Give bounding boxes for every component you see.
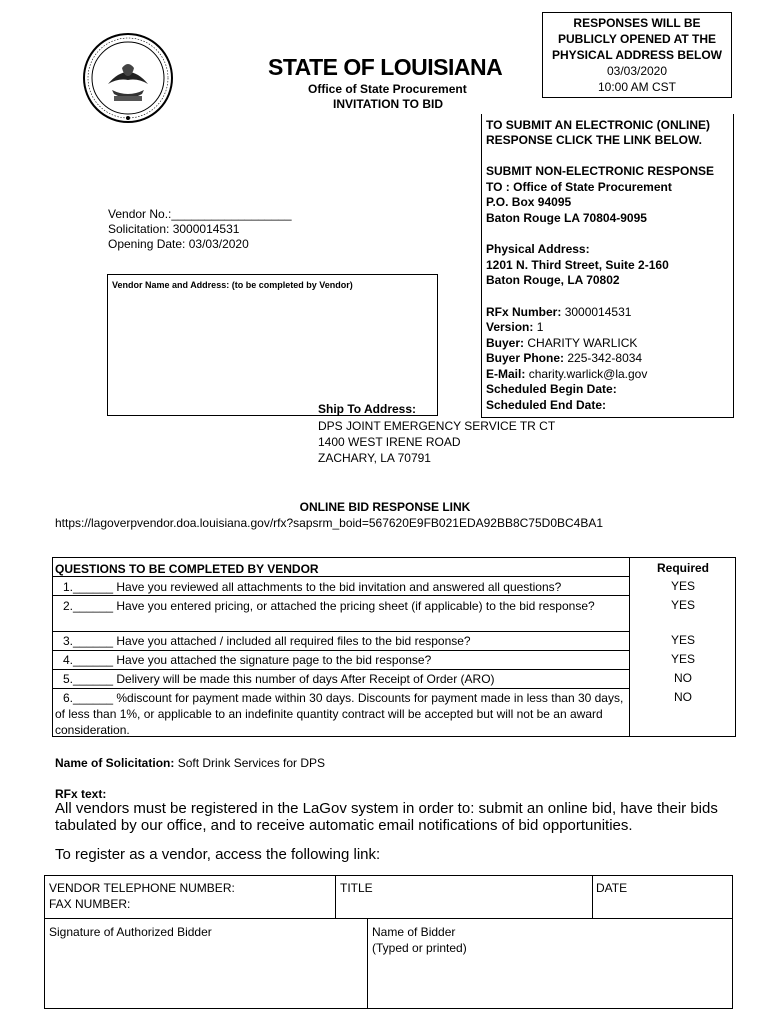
- online-bid-link[interactable]: https://lagoverpvendor.doa.louisiana.gov/rfx?sapsrm_boid=567620E9FB021EDA92BB8C75D0BC4BA1: [55, 516, 604, 530]
- row-divider: [45, 918, 732, 919]
- question-3-required: YES: [670, 633, 695, 647]
- bidder-name-label[interactable]: Name of Bidder: [372, 925, 456, 939]
- rfx-phone-value: 225-342-8034: [567, 351, 643, 365]
- opening-date-line: Opening Date: 03/03/2020: [108, 237, 249, 251]
- vendor-name-address-box[interactable]: [107, 274, 438, 416]
- rfx-buyer-label: Buyer:: [486, 336, 525, 350]
- rfx-text-body: All vendors must be registered in the LaGov system in order to: submit an online bid, have their bids tabulated by our office, and to receive automatic email notifications of bid opportunities.: [55, 800, 718, 834]
- rfx-buyer-phone: [486, 351, 642, 366]
- row-divider: [53, 669, 629, 670]
- vendor-box-label: Vendor Name and Address: (to be completed by Vendor): [112, 280, 353, 290]
- solicitation-name-label: Name of Solicitation:: [55, 756, 175, 770]
- nonelectronic-line-2: TO : Office of State Procurement: [486, 180, 672, 194]
- question-2-required: YES: [670, 598, 695, 612]
- ship-to-line-2: 1400 WEST IRENE ROAD: [318, 435, 461, 449]
- solicitation-name-value: Soft Drink Services for DPS: [177, 756, 326, 770]
- row-divider: [53, 631, 629, 632]
- document-type: INVITATION TO BID: [333, 97, 443, 111]
- signature-table: [44, 875, 733, 1009]
- rfx-email: [486, 367, 647, 382]
- online-link-title: ONLINE BID RESPONSE LINK: [299, 500, 471, 514]
- electronic-submit-line-1: TO SUBMIT AN ELECTRONIC (ONLINE): [486, 118, 710, 132]
- rfx-version: [486, 320, 543, 335]
- opening-time: 10:00 AM CST: [597, 80, 677, 94]
- cell-divider: [592, 876, 593, 918]
- vendor-number: Vendor No.:__________________: [108, 207, 292, 221]
- bidder-name-note: (Typed or printed): [372, 941, 467, 955]
- required-header: Required: [656, 561, 709, 575]
- question-5-required: NO: [674, 671, 692, 685]
- responses-line-3: PHYSICAL ADDRESS BELOW: [551, 48, 722, 62]
- question-1: 1.______ Have you reviewed all attachments to the bid invitation and answered all questions?: [63, 580, 562, 594]
- rfx-end-date-label: Scheduled End Date:: [486, 398, 607, 412]
- question-4: 4.______ Have you attached the signature page to the bid response?: [63, 653, 432, 667]
- row-divider: [53, 688, 629, 689]
- signature-label[interactable]: Signature of Authorized Bidder: [49, 925, 212, 939]
- solicitation-name: [55, 756, 325, 770]
- physical-address-label: Physical Address:: [486, 242, 590, 256]
- rfx-number: [486, 305, 631, 320]
- rfx-version-value: 1: [536, 320, 544, 334]
- opening-date: 03/03/2020: [606, 64, 668, 78]
- question-1-required: YES: [670, 579, 695, 593]
- responses-opened-box: [542, 12, 732, 98]
- rfx-number-value: 3000014531: [564, 305, 632, 319]
- ship-to-line-3: ZACHARY, LA 70791: [318, 451, 431, 465]
- office-name: Office of State Procurement: [308, 82, 467, 96]
- rfx-phone-label: Buyer Phone:: [486, 351, 565, 365]
- physical-address-line-1: 1201 N. Third Street, Suite 2-160: [486, 258, 669, 272]
- question-6-required: NO: [674, 690, 692, 704]
- questions-header: QUESTIONS TO BE COMPLETED BY VENDOR: [55, 562, 319, 576]
- rfx-buyer-value: CHARITY WARLICK: [527, 336, 638, 350]
- question-4-required: YES: [670, 652, 695, 666]
- questions-table: [52, 557, 736, 737]
- rfx-buyer: [486, 336, 637, 351]
- row-divider: [53, 595, 629, 596]
- date-label[interactable]: DATE: [596, 881, 628, 895]
- rfx-begin-date-label: Scheduled Begin Date:: [486, 382, 617, 396]
- state-seal-icon: [82, 32, 174, 124]
- question-3: 3.______ Have you attached / included all required files to the bid response?: [63, 634, 471, 648]
- nonelectronic-line-3: P.O. Box 94095: [486, 195, 572, 209]
- question-5: 5.______ Delivery will be made this number of days After Receipt of Order (ARO): [63, 672, 495, 686]
- nonelectronic-line-1: SUBMIT NON-ELECTRONIC RESPONSE: [486, 164, 715, 178]
- title-label[interactable]: TITLE: [340, 881, 373, 895]
- question-6: 6.______ %discount for payment made within 30 days. Discounts for payment made in less than 30 days, of less than 1%, or applicable to an indefinite quantity contract will be accepted but will not be an award consideration.: [55, 691, 624, 737]
- vendor-phone-label[interactable]: VENDOR TELEPHONE NUMBER:: [49, 881, 235, 895]
- cell-divider: [367, 918, 368, 1008]
- rfx-email-label: E-Mail:: [486, 367, 526, 381]
- register-instruction: To register as a vendor, access the following link:: [55, 846, 381, 863]
- rfx-email-value: charity.warlick@la.gov: [528, 367, 648, 381]
- rfx-version-label: Version:: [486, 320, 534, 334]
- page-title: STATE OF LOUISIANA: [268, 54, 503, 80]
- responses-line-1: RESPONSES WILL BE: [573, 16, 701, 30]
- cell-divider: [335, 876, 336, 918]
- solicitation-number: Solicitation: 3000014531: [108, 222, 240, 236]
- rfx-number-label: RFx Number:: [486, 305, 562, 319]
- electronic-submit-line-2: RESPONSE CLICK THE LINK BELOW.: [486, 133, 703, 147]
- physical-address-line-2: Baton Rouge, LA 70802: [486, 273, 620, 287]
- fax-label[interactable]: FAX NUMBER:: [49, 897, 131, 911]
- responses-line-2: PUBLICLY OPENED AT THE: [557, 32, 717, 46]
- row-divider: [53, 650, 629, 651]
- nonelectronic-line-4: Baton Rouge LA 70804-9095: [486, 211, 647, 225]
- ship-to-label: Ship To Address:: [318, 402, 417, 416]
- ship-to-line-1: DPS JOINT EMERGENCY SERVICE TR CT: [318, 419, 556, 433]
- rfx-text-label: RFx text:: [55, 787, 107, 801]
- question-2: 2.______ Have you entered pricing, or attached the pricing sheet (if applicable) to the bid response?: [63, 599, 595, 613]
